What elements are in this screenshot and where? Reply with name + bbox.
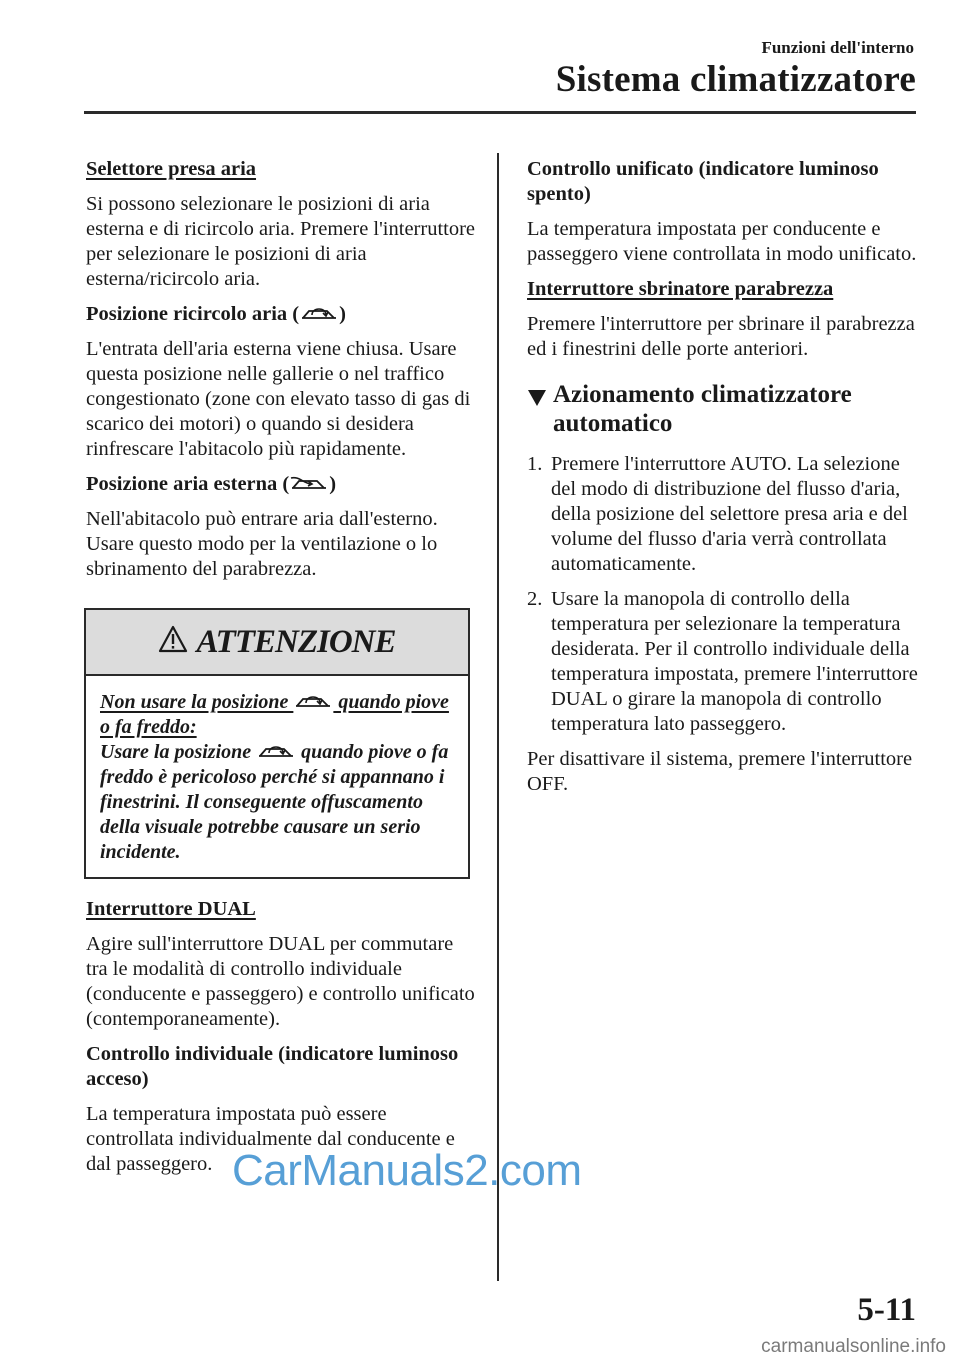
recirculation-icon	[299, 303, 339, 323]
caution-line-1-text: Non usare la posizione	[100, 691, 294, 713]
heading-recirculation	[86, 302, 476, 327]
paragraph-outside-air: Nell'abitacolo può entrare aria dall'esterno. Usare questo modo per la ventilazione o lo sbrinamento del parabrezza.	[86, 508, 438, 580]
paragraph-individual-control: La temperatura impostata può essere controllata individualmente dal conducente e dal passeggero.	[86, 1103, 455, 1175]
heading-windshield-defroster: Interruttore sbrinatore parabrezza	[527, 278, 834, 300]
header-rule	[84, 111, 916, 114]
caution-body	[86, 676, 468, 877]
paragraph-windshield-defroster: Premere l'interruttore per sbrinare il parabrezza ed i finestrini delle porte anteriori.	[527, 313, 915, 360]
warning-triangle-icon	[158, 625, 188, 660]
step-text: Usare la manopola di controllo della temperatura per selezionare la temperatura desiderata. Per il controllo individuale della temperatura impostata, premere l'interruttore DUAL o girare la manopola di controllo temperatura lato passeggero.	[551, 588, 918, 735]
footer-site-link[interactable]: carmanualsonline.info	[761, 1336, 946, 1357]
paragraph-turn-off: Per disattivare il sistema, premere l'interruttore OFF.	[527, 748, 913, 795]
heading-recirculation-text: Posizione ricircolo aria (	[86, 303, 300, 325]
list-item	[527, 587, 922, 737]
section-triangle-icon	[527, 385, 549, 414]
caution-line-1-end: quando piove o fa freddo:	[100, 691, 449, 738]
chapter-label: Funzioni dell'interno	[761, 38, 914, 57]
caution-line-2-text: Usare la posizione	[100, 741, 257, 763]
paragraph-recirculation: L'entrata dell'aria esterna viene chiusa. Usare questa posizione nelle gallerie o nel traffico congestionato (zone con elevato tasso di gas di scarico dei motori) o quando si desidera rinfrescare l'abitacolo più rapidamente.	[86, 338, 471, 460]
caution-title: ATTENZIONE	[196, 623, 396, 660]
section-heading	[527, 380, 922, 438]
step-text: Premere l'interruttore AUTO. La selezione del modo di distribuzione del flusso d'aria, della posizione del selettore presa aria e del volume del flusso d'aria verrà controllata automaticamente.	[551, 453, 908, 575]
heading-outside-air-text: Posizione aria esterna (	[86, 473, 290, 495]
column-divider	[497, 153, 499, 1281]
heading-recirculation-close: )	[339, 303, 346, 325]
recirculation-icon	[293, 691, 333, 711]
caution-header	[86, 610, 468, 676]
caution-line-1	[100, 690, 454, 740]
left-column	[86, 157, 476, 1187]
page-title: Sistema climatizzatore	[555, 59, 916, 100]
heading-air-intake-selector: Selettore presa aria	[86, 158, 257, 180]
section-heading-text: Azionamento climatizzatore automatico	[553, 381, 852, 437]
paragraph-dual-switch: Agire sull'interruttore DUAL per commutare tra le modalità di controllo individuale (conducente e passeggero) e controllo unificato (contemporaneamente).	[86, 933, 475, 1030]
outside-air-icon	[289, 473, 329, 493]
paragraph-air-intake: Si possono selezionare le posizioni di aria esterna e di ricircolo aria. Premere l'interruttore per selezionare le posizioni di aria esterna/ricircolo aria.	[86, 193, 476, 290]
step-number: 2.	[527, 588, 543, 610]
paragraph-unified-control: La temperatura impostata per conducente e passeggero viene controllata in modo unificato.	[527, 218, 917, 265]
list-item	[527, 452, 922, 577]
heading-dual-switch: Interruttore DUAL	[86, 898, 256, 920]
step-number: 1.	[527, 453, 543, 475]
right-column	[527, 157, 922, 807]
heading-individual-control: Controllo individuale (indicatore luminoso acceso)	[86, 1043, 459, 1090]
caution-box	[84, 608, 470, 879]
heading-unified-control: Controllo unificato (indicatore luminoso spento)	[527, 158, 879, 205]
recirculation-icon	[256, 741, 296, 761]
heading-outside-air-close: )	[329, 473, 337, 495]
heading-outside-air	[86, 472, 476, 497]
watermark: CarManuals2.com	[232, 1146, 582, 1195]
caution-line-2	[100, 740, 454, 865]
caution-line-2-end: quando piove o fa freddo è pericoloso perché si appannano i finestrini. Il conseguente offuscamento della visuale potrebbe causare un serio incidente.	[100, 741, 449, 863]
page-number: 5-11	[857, 1292, 916, 1328]
